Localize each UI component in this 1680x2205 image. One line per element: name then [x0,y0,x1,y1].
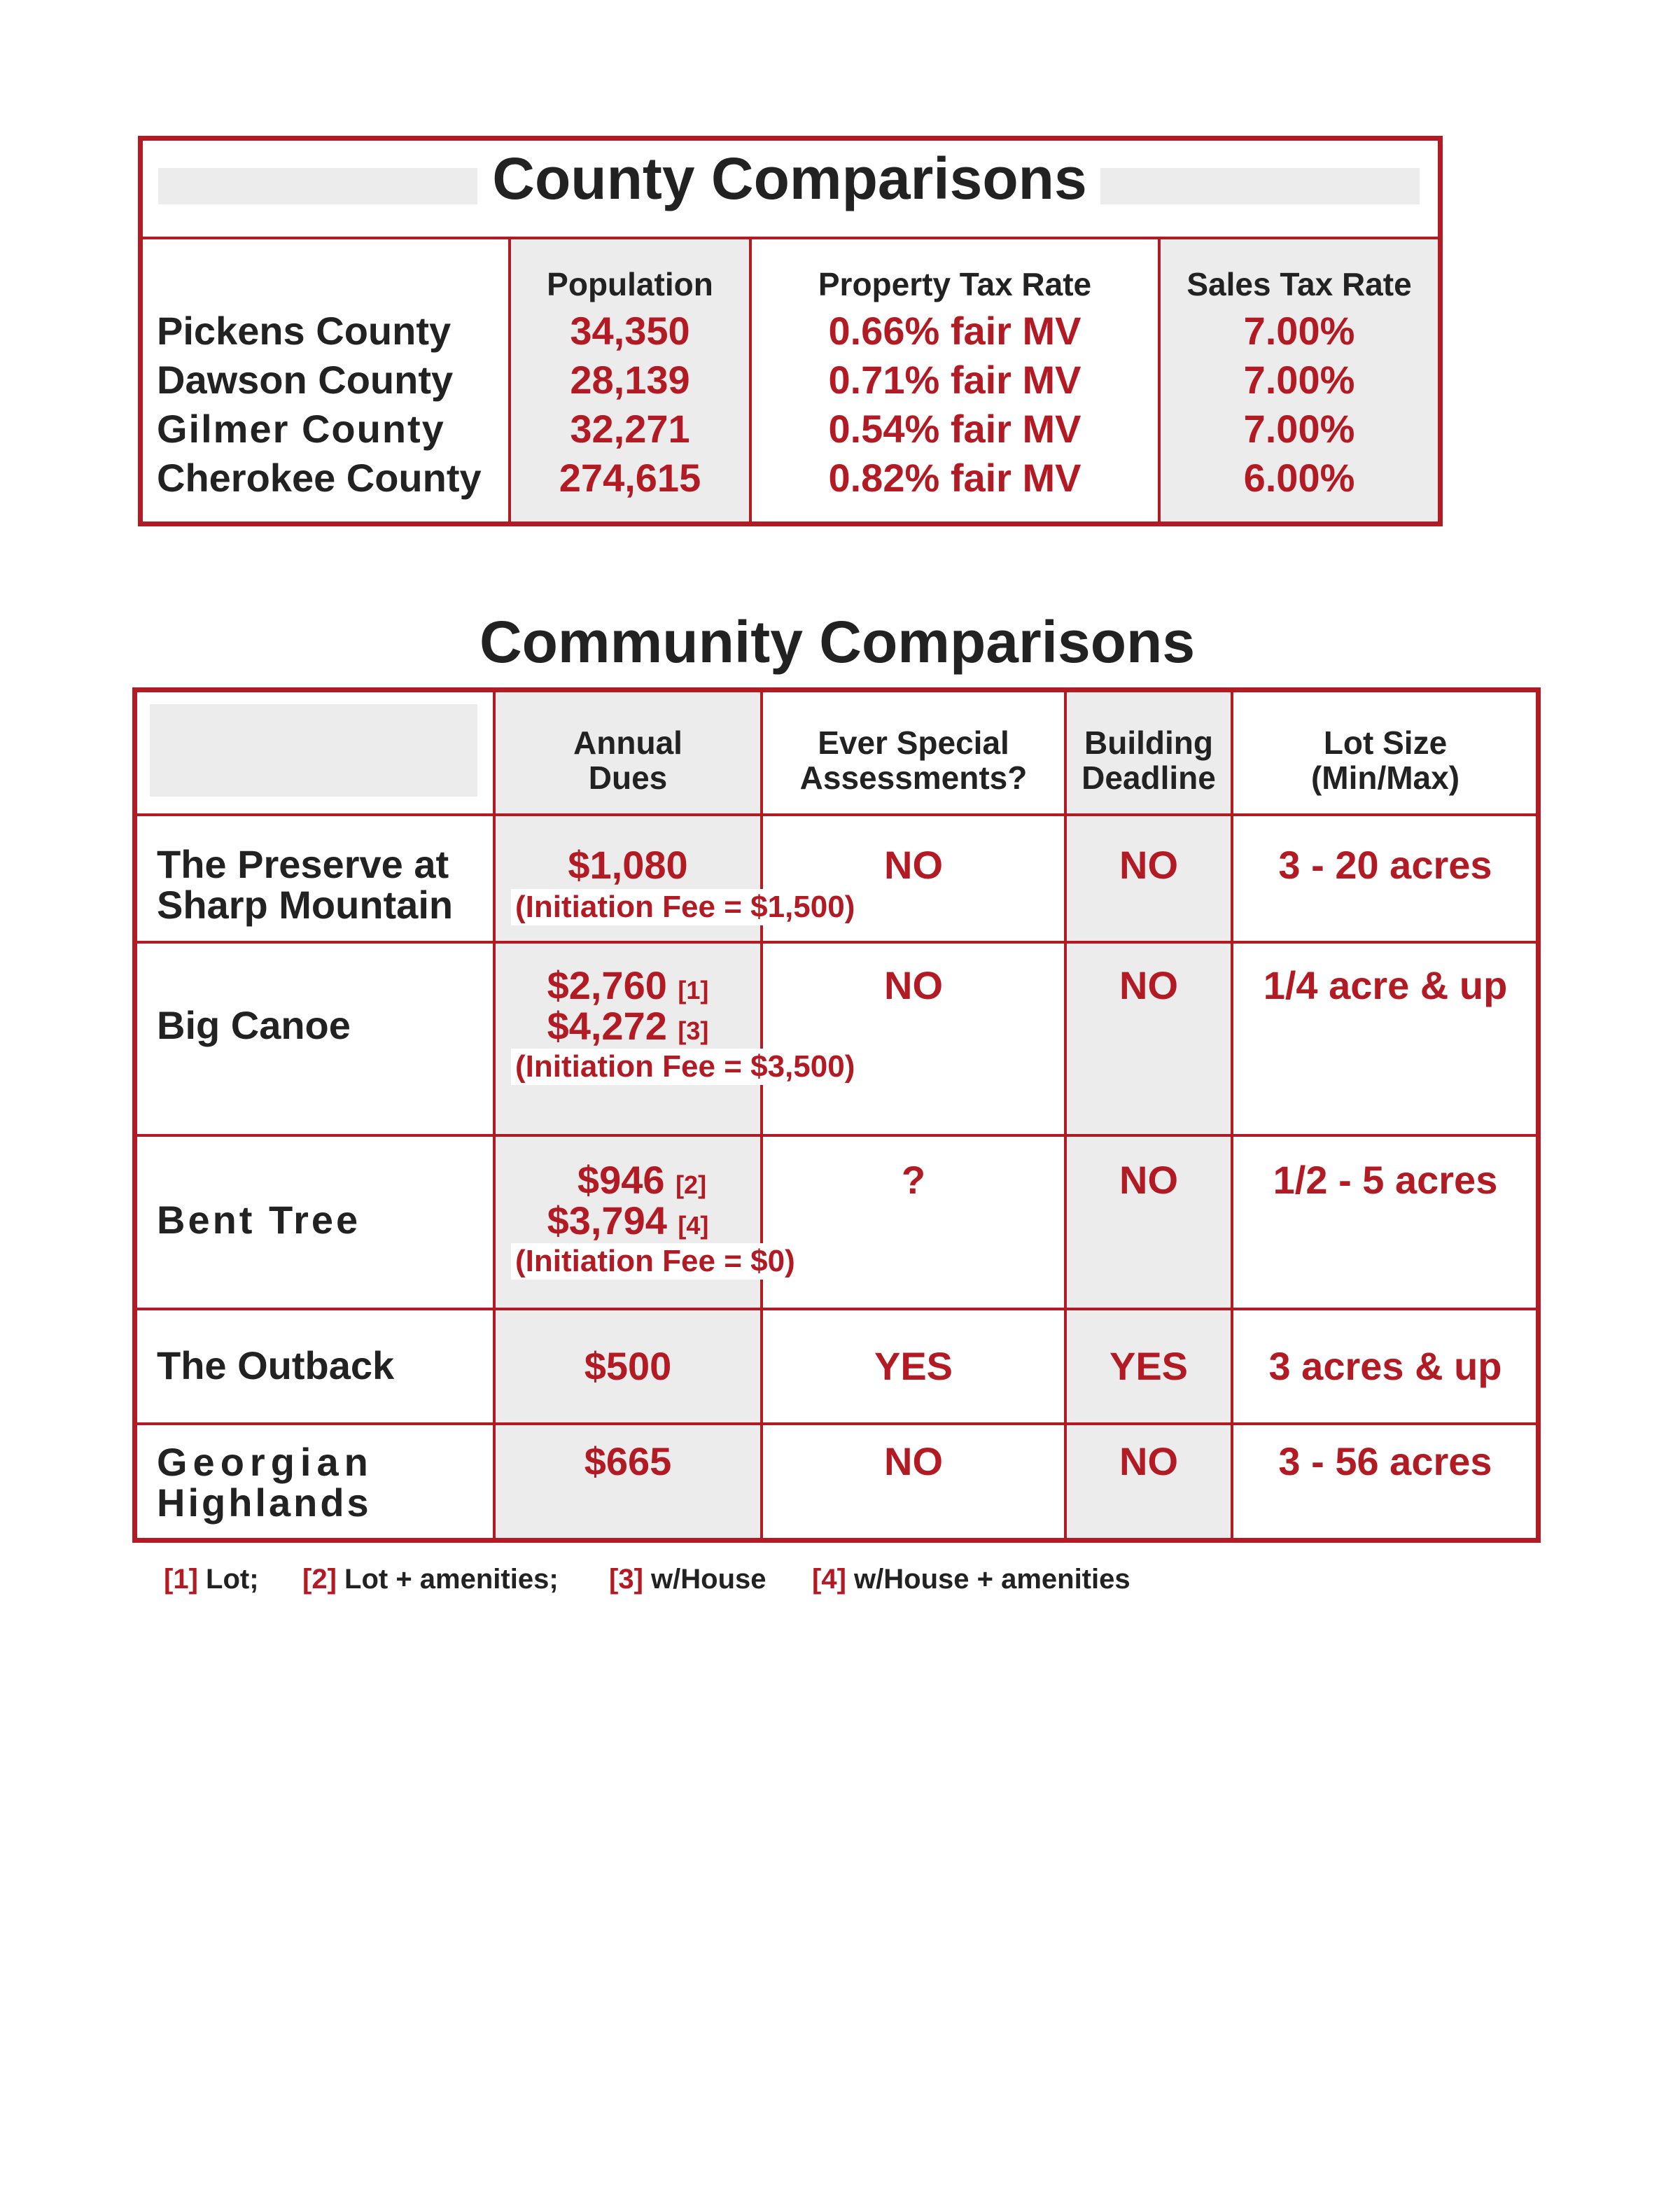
property-tax-value: 0.82% fair MV [828,456,1082,500]
header-lot-size: Lot Size (Min/Max) [1310,724,1460,796]
header-property-tax: Property Tax Rate [818,266,1092,302]
lot-size-value: 3 acres & up [1268,1344,1502,1388]
county-name: Pickens County [157,309,451,353]
building-deadline-value: NO [1119,963,1178,1007]
sales-tax-value: 7.00% [1243,407,1355,451]
special-assessments-value: NO [884,843,943,887]
population-value: 274,615 [559,456,701,500]
sales-tax-value: 7.00% [1243,358,1355,402]
property-tax-value: 0.54% fair MV [828,407,1082,451]
sales-tax-value: 6.00% [1243,456,1355,500]
footnote-1: [1] Lot; [164,1564,259,1595]
header-annual-dues: Annual Dues [573,724,682,796]
special-assessments-value: ? [901,1158,926,1202]
annual-dues-value: $665 [584,1439,672,1483]
sales-tax-value: 7.00% [1243,309,1355,353]
building-deadline-value: YES [1109,1344,1189,1388]
county-name: Gilmer County [157,407,445,451]
lot-size-value: 1/2 - 5 acres [1273,1158,1498,1202]
annual-dues-value: $4,272 [3] [547,1004,709,1048]
community-name: The Outback [157,1343,395,1387]
annual-dues-value: $2,760 [1] [547,963,709,1007]
header-population: Population [547,266,713,302]
property-tax-value: 0.66% fair MV [828,309,1082,353]
building-deadline-value: NO [1119,1158,1178,1202]
county-title: County Comparisons [492,146,1087,211]
annual-dues-value: $946 [2] [577,1158,707,1202]
initiation-fee: (Initiation Fee = $0) [511,1243,799,1280]
lot-size-value: 3 - 20 acres [1278,843,1492,887]
community-name: Bent Tree [157,1198,361,1242]
special-assessments-value: NO [884,963,943,1007]
community-name: Big Canoe [157,1003,351,1047]
initiation-fee: (Initiation Fee = $3,500) [511,1049,859,1085]
initiation-fee: (Initiation Fee = $1,500) [511,889,859,925]
population-value: 28,139 [570,358,690,402]
county-name: Dawson County [157,358,454,402]
special-assessments-value: YES [874,1344,953,1388]
lot-size-value: 1/4 acre & up [1263,963,1508,1007]
community-table [132,687,1541,1543]
building-deadline-value: NO [1119,1439,1178,1483]
community-name: The Preserve at Sharp Mountain [157,842,454,927]
header-sales-tax: Sales Tax Rate [1186,266,1412,302]
footnote-4: [4] w/House + amenities [812,1564,1130,1595]
lot-size-value: 3 - 56 acres [1278,1439,1492,1483]
header-special-assessments: Ever Special Assessments? [799,724,1028,796]
footnote-3: [3] w/House [609,1564,766,1595]
county-name: Cherokee County [157,456,482,500]
property-tax-value: 0.71% fair MV [828,358,1082,402]
community-name: Georgian Highlands [157,1440,374,1525]
population-value: 34,350 [570,309,690,353]
population-value: 32,271 [570,407,690,451]
annual-dues-value: $3,794 [4] [547,1198,709,1242]
footnote-2: [2] Lot + amenities; [302,1564,559,1595]
annual-dues-value: $500 [584,1344,672,1388]
header-building-deadline: Building Deadline [1082,724,1216,796]
annual-dues-value: $1,080 [568,843,688,887]
special-assessments-value: NO [884,1439,943,1483]
community-title: Community Comparisons [479,609,1196,675]
building-deadline-value: NO [1119,843,1178,887]
